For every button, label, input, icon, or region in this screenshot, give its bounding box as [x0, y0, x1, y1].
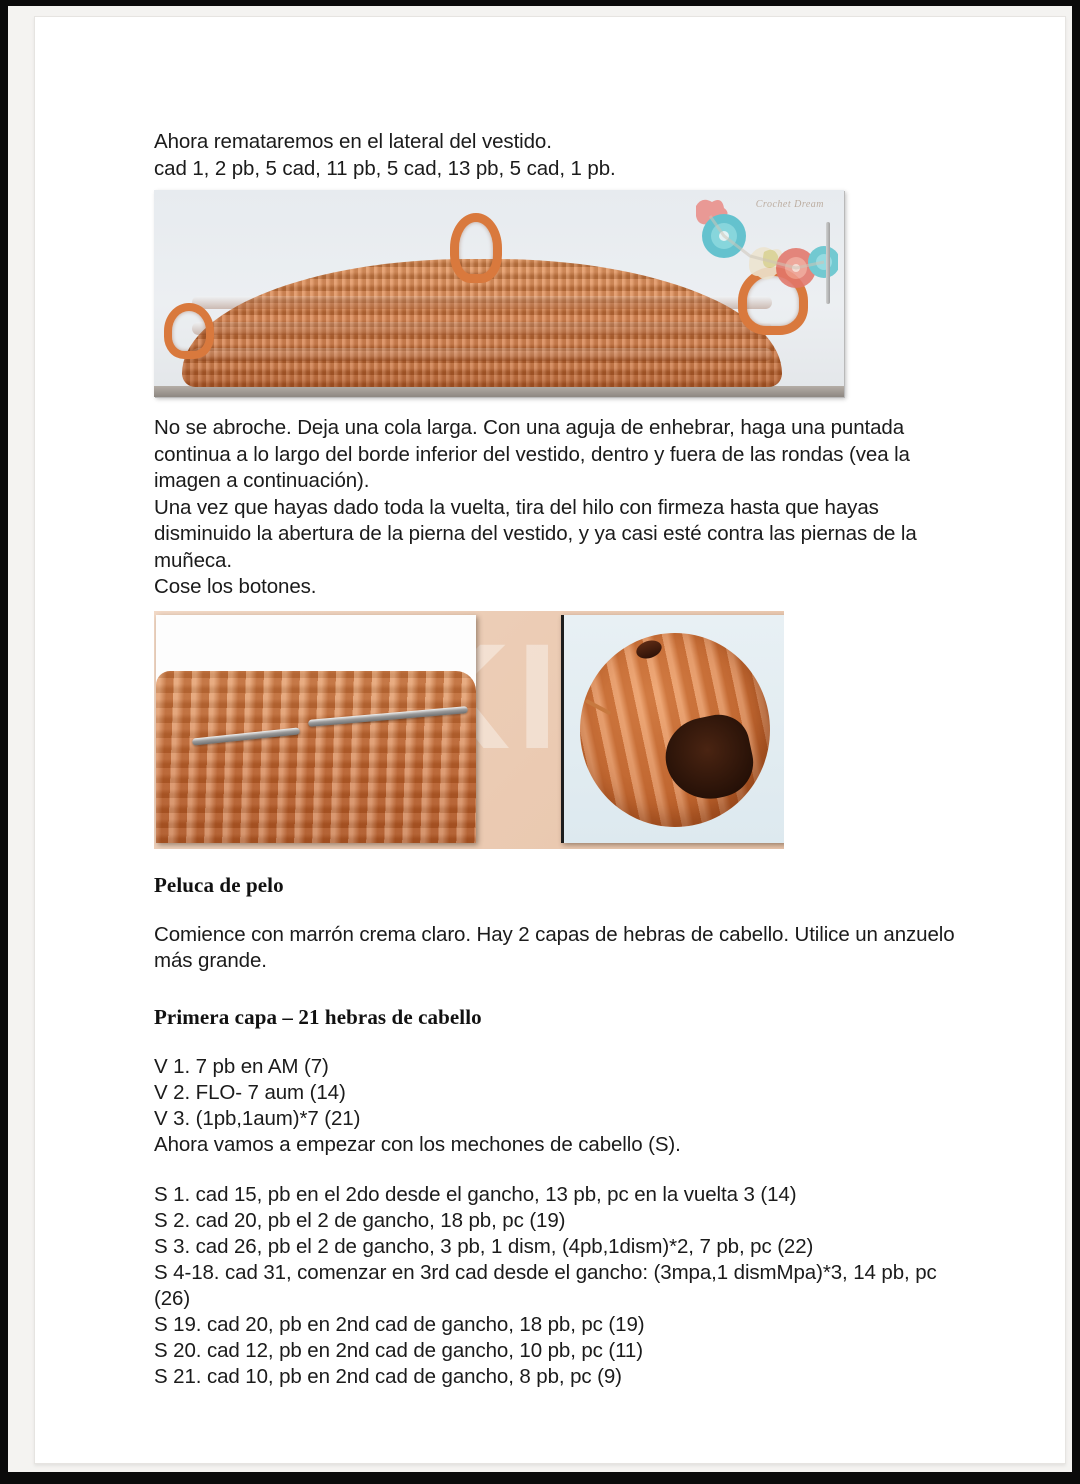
- strand-line: S 21. cad 10, pb en 2nd cad de gancho, 8 pb, pc (9): [154, 1364, 622, 1388]
- strand-line: S 3. cad 26, pb el 2 de gancho, 3 pb, 1 dism, (4pb,1dism)*2, 7 pb, pc (22): [154, 1234, 814, 1258]
- heading-first-layer: Primera capa – 21 hebras de cabello: [154, 1004, 482, 1029]
- dress-ridge: [192, 322, 772, 335]
- crochet-fabric-closeup: [156, 671, 476, 843]
- round-line: V 2. FLO- 7 aum (14): [154, 1080, 346, 1104]
- strand-line: S 1. cad 15, pb en el 2do desde el gancho, 13 pb, pc en la vuelta 3 (14): [154, 1182, 797, 1206]
- watermark-script-text: Crochet Dream: [755, 199, 824, 210]
- paragraph-finishing: No se abroche. Deja una cola larga. Con una aguja de enhebrar, haga una puntada continua a lo largo del borde inferior del vestido, dentro y fuera de las rondas (vea la imagen a continuación).: [154, 416, 910, 492]
- dress-ridge: [192, 296, 772, 309]
- strand-line: S 2. cad 20, pb el 2 de gancho, 18 pb, pc (19): [154, 1208, 566, 1232]
- paragraph-wig-intro: Comience con marrón crema claro. Hay 2 capas de hebras de cabello. Utilice un anzuelo más grande.: [154, 922, 955, 972]
- strands-list: [154, 1182, 974, 1390]
- yarn-tail: [585, 698, 612, 715]
- page-gutter: [8, 6, 1072, 1472]
- round-line: V 1. 7 pb en AM (7): [154, 1054, 329, 1078]
- paragraph-pull: Una vez que hayas dado toda la vuelta, tira del hilo con firmeza hasta que hayas disminuido la abertura de la pierna del vestido, y ya casi esté contra las piernas de la muñeca.: [154, 495, 917, 572]
- document-page: [34, 16, 1066, 1464]
- sewn-button-icon: [634, 637, 664, 661]
- round-line: Ahora vamos a empezar con los mechones de cabello (S).: [154, 1132, 681, 1156]
- strand-line: S 20. cad 12, pb en 2nd cad de gancho, 10 pb, pc (11): [154, 1338, 643, 1362]
- needle-stitch-photo: [156, 615, 476, 843]
- intro-line-1: Ahora remataremos en el lateral del vestido.: [154, 130, 552, 153]
- gathered-dress-photo: [561, 615, 784, 843]
- paragraph-buttons: Cose los botones.: [154, 575, 317, 598]
- gathered-dress-bundle: [580, 633, 770, 827]
- stitch-photos-panel: [154, 611, 784, 849]
- button-loop-icon: [164, 303, 214, 359]
- heading-wig: Peluca de pelo: [154, 872, 284, 897]
- strand-line: S 4-18. cad 31, comenzar en 3rd cad desde el gancho: (3mpa,1 dismMpa)*3, 14 pb, pc (26): [154, 1260, 937, 1310]
- dress-photo: [154, 190, 844, 397]
- leg-opening: [658, 708, 759, 806]
- crochet-hook-icon: [826, 222, 830, 304]
- dress-ridge: [192, 348, 772, 361]
- intro-line-2: cad 1, 2 pb, 5 cad, 11 pb, 5 cad, 13 pb, 5 cad, 1 pb.: [154, 156, 616, 180]
- button-loop-icon: [450, 213, 502, 283]
- photo-surface: [154, 386, 844, 397]
- document-content: [154, 129, 974, 1390]
- rounds-list: [154, 1054, 974, 1158]
- round-line: V 3. (1pb,1aum)*7 (21): [154, 1106, 361, 1130]
- strand-line: S 19. cad 20, pb en 2nd cad de gancho, 18 pb, pc (19): [154, 1312, 645, 1336]
- garland-flowers-icon: [688, 194, 838, 306]
- flower-garland-watermark: [688, 194, 838, 306]
